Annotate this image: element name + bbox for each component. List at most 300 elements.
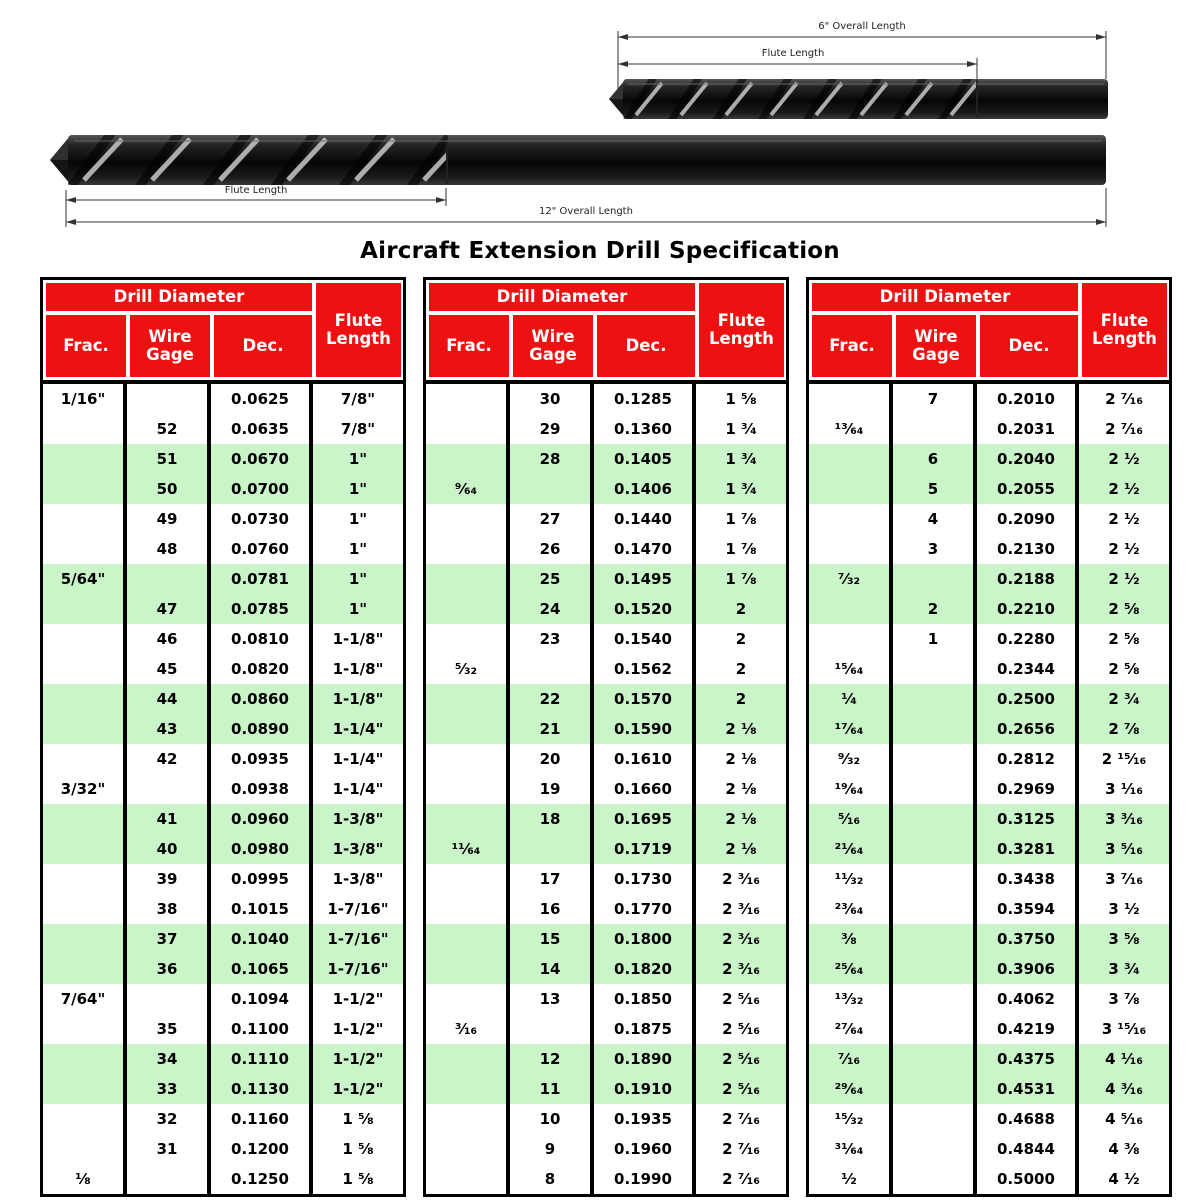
wire-gage-cell <box>127 384 207 414</box>
wire-gage-cell: 43 <box>127 714 207 744</box>
wire-gage-cell: 49 <box>127 504 207 534</box>
flute-length-cell: 1-3/8" <box>313 834 403 864</box>
flute-length-cell: 1-1/8" <box>313 624 403 654</box>
flute-length-cell: 2 ⁷⁄₁₆ <box>696 1104 786 1134</box>
dec-cell: 0.1719 <box>594 834 692 864</box>
flute-length-cell: 1 ⁵⁄₈ <box>313 1134 403 1164</box>
dec-cell: 0.0890 <box>211 714 309 744</box>
flute-length-cell: 2 ¹⁄₂ <box>1079 564 1169 594</box>
frac-cell: ⁹⁄₃₂ <box>809 744 889 774</box>
drill-diameter-header: Drill Diameter <box>429 283 695 311</box>
frac-cell: ⁷⁄₁₆ <box>809 1044 889 1074</box>
flute-length-cell: 1" <box>313 534 403 564</box>
wire-gage-cell: 13 <box>510 984 590 1014</box>
dec-cell: 0.1065 <box>211 954 309 984</box>
drill-bit-12in <box>50 132 1106 188</box>
wire-gage-cell: 48 <box>127 534 207 564</box>
wire-gage-header: Wire Gage <box>513 315 593 377</box>
dec-header: Dec. <box>214 315 312 377</box>
flute-length-cell: 1" <box>313 474 403 504</box>
frac-cell: ¹⁄₂ <box>809 1164 889 1194</box>
flute-length-cell: 1-7/16" <box>313 954 403 984</box>
frac-cell: ¹⁄₈ <box>43 1164 123 1194</box>
flute-length-cell: 2 ¹⁄₈ <box>696 744 786 774</box>
dec-cell: 0.0700 <box>211 474 309 504</box>
frac-header: Frac. <box>812 315 892 377</box>
wire-gage-cell: 29 <box>510 414 590 444</box>
frac-cell: ¹¹⁄₆₄ <box>426 834 506 864</box>
wire-gage-cell: 22 <box>510 684 590 714</box>
dec-cell: 0.1770 <box>594 894 692 924</box>
dec-cell: 0.0960 <box>211 804 309 834</box>
frac-cell <box>426 414 506 444</box>
flute-length-cell: 4 ⁵⁄₁₆ <box>1079 1104 1169 1134</box>
flute-length-cell: 3 ³⁄₄ <box>1079 954 1169 984</box>
frac-cell <box>426 504 506 534</box>
flute-length-cell: 1-1/2" <box>313 1074 403 1104</box>
dec-cell: 0.0730 <box>211 504 309 534</box>
flute-length-cell: 1" <box>313 444 403 474</box>
dec-cell: 0.3125 <box>977 804 1075 834</box>
dec-cell: 0.1405 <box>594 444 692 474</box>
flute-length-cell: 3 ¹⁵⁄₁₆ <box>1079 1014 1169 1044</box>
wire-gage-cell <box>510 834 590 864</box>
flute-length-cell: 2 <box>696 654 786 684</box>
dec-cell: 0.2344 <box>977 654 1075 684</box>
dec-cell: 0.1250 <box>211 1164 309 1194</box>
drill-bit-6in <box>609 77 1108 121</box>
dec-cell: 0.0785 <box>211 594 309 624</box>
wire-gage-header: Wire Gage <box>896 315 976 377</box>
frac-cell: ¹⁵⁄₃₂ <box>809 1104 889 1134</box>
dec-cell: 0.1360 <box>594 414 692 444</box>
flute-length-cell: 3 ⁵⁄₈ <box>1079 924 1169 954</box>
frac-cell <box>426 1104 506 1134</box>
dec-cell: 0.1820 <box>594 954 692 984</box>
dec-cell: 0.1910 <box>594 1074 692 1104</box>
frac-cell <box>43 894 123 924</box>
flute-length-cell: 2 ¹⁄₈ <box>696 834 786 864</box>
wire-gage-cell: 47 <box>127 594 207 624</box>
wire-gage-cell <box>127 564 207 594</box>
flute-length-cell: 2 ⁵⁄₁₆ <box>696 1044 786 1074</box>
dec-cell: 0.1610 <box>594 744 692 774</box>
wire-gage-cell: 36 <box>127 954 207 984</box>
dec-cell: 0.0995 <box>211 864 309 894</box>
frac-cell: ⁹⁄₆₄ <box>426 474 506 504</box>
wire-gage-cell <box>893 1134 973 1164</box>
wire-gage-cell: 18 <box>510 804 590 834</box>
frac-cell <box>43 924 123 954</box>
dec-cell: 0.0820 <box>211 654 309 684</box>
flute-length-header: Flute Length <box>699 283 784 377</box>
wire-gage-cell <box>893 414 973 444</box>
dec-cell: 0.2090 <box>977 504 1075 534</box>
frac-cell: ³⁄₁₆ <box>426 1014 506 1044</box>
flute-length-cell: 2 ⁵⁄₈ <box>1079 594 1169 624</box>
frac-cell <box>426 894 506 924</box>
wire-gage-cell: 39 <box>127 864 207 894</box>
flute-length-cell: 1 ⁵⁄₈ <box>313 1164 403 1194</box>
dec-cell: 0.2188 <box>977 564 1075 594</box>
dec-cell: 0.2500 <box>977 684 1075 714</box>
dec-cell: 0.0810 <box>211 624 309 654</box>
wire-gage-cell: 25 <box>510 564 590 594</box>
frac-cell <box>43 1014 123 1044</box>
flute-length-cell: 4 ¹⁄₁₆ <box>1079 1044 1169 1074</box>
dec-cell: 0.5000 <box>977 1164 1075 1194</box>
flute-length-cell: 7/8" <box>313 414 403 444</box>
flute-length-6in-label: Flute Length <box>761 48 825 59</box>
dec-cell: 0.0670 <box>211 444 309 474</box>
wire-gage-cell <box>510 654 590 684</box>
dec-cell: 0.1660 <box>594 774 692 804</box>
flute-length-cell: 1" <box>313 504 403 534</box>
wire-gage-cell: 21 <box>510 714 590 744</box>
frac-cell <box>809 624 889 654</box>
flute-length-cell: 2 ³⁄₁₆ <box>696 864 786 894</box>
flute-length-cell: 1 ⁵⁄₈ <box>696 384 786 414</box>
dec-cell: 0.1800 <box>594 924 692 954</box>
dec-cell: 0.4531 <box>977 1074 1075 1104</box>
wire-gage-cell: 26 <box>510 534 590 564</box>
flute-length-cell: 1 ³⁄₄ <box>696 414 786 444</box>
flute-length-cell: 2 ³⁄₁₆ <box>696 894 786 924</box>
dec-cell: 0.1440 <box>594 504 692 534</box>
frac-cell <box>426 1044 506 1074</box>
dec-cell: 0.3906 <box>977 954 1075 984</box>
dec-cell: 0.1200 <box>211 1134 309 1164</box>
dec-cell: 0.1590 <box>594 714 692 744</box>
frac-cell: ⁵⁄₃₂ <box>426 654 506 684</box>
dec-cell: 0.1730 <box>594 864 692 894</box>
wire-gage-cell: 33 <box>127 1074 207 1104</box>
frac-cell <box>43 1134 123 1164</box>
dec-cell: 0.1495 <box>594 564 692 594</box>
frac-cell <box>43 1104 123 1134</box>
dec-cell: 0.1160 <box>211 1104 309 1134</box>
frac-cell: ¹⁷⁄₆₄ <box>809 714 889 744</box>
flute-length-cell: 1-1/8" <box>313 654 403 684</box>
wire-gage-cell: 2 <box>893 594 973 624</box>
dec-cell: 0.2130 <box>977 534 1075 564</box>
frac-cell <box>43 504 123 534</box>
flute-length-cell: 7/8" <box>313 384 403 414</box>
wire-gage-cell: 44 <box>127 684 207 714</box>
table-header <box>43 280 403 380</box>
wire-gage-cell: 8 <box>510 1164 590 1194</box>
frac-cell <box>426 1074 506 1104</box>
flute-length-cell: 2 ⁷⁄₈ <box>1079 714 1169 744</box>
spec-table-3 <box>806 277 1172 1197</box>
dec-cell: 0.2656 <box>977 714 1075 744</box>
frac-cell <box>426 384 506 414</box>
wire-gage-cell <box>510 1014 590 1044</box>
flute-length-cell: 4 ¹⁄₂ <box>1079 1164 1169 1194</box>
flute-length-cell: 2 <box>696 594 786 624</box>
spec-table-1 <box>40 277 406 1197</box>
dec-cell: 0.1850 <box>594 984 692 1014</box>
wire-gage-cell: 6 <box>893 444 973 474</box>
wire-gage-cell <box>893 1104 973 1134</box>
frac-cell <box>809 384 889 414</box>
frac-cell <box>426 744 506 774</box>
overall-length-6in-label: 6" Overall Length <box>818 21 906 32</box>
dec-cell: 0.0938 <box>211 774 309 804</box>
frac-cell <box>43 804 123 834</box>
frac-cell <box>43 744 123 774</box>
dec-cell: 0.1960 <box>594 1134 692 1164</box>
frac-cell: ²⁷⁄₆₄ <box>809 1014 889 1044</box>
dec-cell: 0.1130 <box>211 1074 309 1104</box>
frac-header: Frac. <box>429 315 509 377</box>
wire-gage-cell: 46 <box>127 624 207 654</box>
wire-gage-cell <box>893 864 973 894</box>
wire-gage-cell <box>893 654 973 684</box>
flute-length-cell: 2 ⁷⁄₁₆ <box>696 1164 786 1194</box>
frac-cell <box>426 984 506 1014</box>
dec-cell: 0.3281 <box>977 834 1075 864</box>
flute-length-cell: 1 ⁷⁄₈ <box>696 504 786 534</box>
flute-length-cell: 1 ³⁄₄ <box>696 444 786 474</box>
table-header <box>809 280 1169 380</box>
wire-gage-cell: 34 <box>127 1044 207 1074</box>
dec-cell: 0.0635 <box>211 414 309 444</box>
frac-cell: ²³⁄₆₄ <box>809 894 889 924</box>
flute-length-cell: 2 ¹⁄₂ <box>1079 474 1169 504</box>
flute-length-cell: 2 ¹⁄₈ <box>696 714 786 744</box>
frac-cell: ³¹⁄₆₄ <box>809 1134 889 1164</box>
frac-cell <box>43 474 123 504</box>
frac-cell <box>426 864 506 894</box>
wire-gage-cell <box>893 774 973 804</box>
flute-length-cell: 1" <box>313 564 403 594</box>
flute-length-cell: 4 ³⁄₈ <box>1079 1134 1169 1164</box>
wire-gage-cell: 40 <box>127 834 207 864</box>
wire-gage-cell <box>893 714 973 744</box>
dec-cell: 0.1285 <box>594 384 692 414</box>
flute-length-cell: 1 ⁵⁄₈ <box>313 1104 403 1134</box>
drill-diagram <box>0 0 1200 272</box>
flute-length-cell: 2 <box>696 684 786 714</box>
flute-length-header: Flute Length <box>316 283 401 377</box>
frac-cell <box>426 684 506 714</box>
frac-cell <box>43 1044 123 1074</box>
dec-cell: 0.0781 <box>211 564 309 594</box>
frac-cell <box>426 1164 506 1194</box>
dec-cell: 0.2969 <box>977 774 1075 804</box>
table-body <box>809 380 1169 1194</box>
flute-length-12in-label: Flute Length <box>224 185 288 196</box>
flute-length-cell: 1-1/2" <box>313 984 403 1014</box>
wire-gage-cell: 52 <box>127 414 207 444</box>
frac-cell <box>43 534 123 564</box>
frac-cell: ²⁹⁄₆₄ <box>809 1074 889 1104</box>
dec-cell: 0.1875 <box>594 1014 692 1044</box>
wire-gage-cell <box>893 564 973 594</box>
table-header <box>426 280 786 380</box>
wire-gage-cell: 3 <box>893 534 973 564</box>
frac-cell <box>43 954 123 984</box>
dec-cell: 0.3750 <box>977 924 1075 954</box>
frac-cell <box>43 864 123 894</box>
flute-length-cell: 2 ¹⁄₂ <box>1079 534 1169 564</box>
frac-cell <box>43 1074 123 1104</box>
flute-length-cell: 2 ³⁄₁₆ <box>696 924 786 954</box>
flute-length-cell: 2 ⁵⁄₁₆ <box>696 1014 786 1044</box>
frac-cell <box>43 834 123 864</box>
flute-length-cell: 3 ¹⁄₂ <box>1079 894 1169 924</box>
dec-cell: 0.3594 <box>977 894 1075 924</box>
wire-gage-cell: 35 <box>127 1014 207 1044</box>
flute-length-cell: 2 ⁷⁄₁₆ <box>1079 384 1169 414</box>
table-body <box>43 380 403 1194</box>
frac-cell: 7/64" <box>43 984 123 1014</box>
frac-cell: ¹³⁄₆₄ <box>809 414 889 444</box>
flute-length-cell: 1-3/8" <box>313 804 403 834</box>
dec-cell: 0.1015 <box>211 894 309 924</box>
dec-cell: 0.1540 <box>594 624 692 654</box>
dec-cell: 0.4219 <box>977 1014 1075 1044</box>
wire-gage-cell <box>893 744 973 774</box>
table-body <box>426 380 786 1194</box>
flute-length-cell: 2 ⁵⁄₈ <box>1079 624 1169 654</box>
wire-gage-cell: 7 <box>893 384 973 414</box>
flute-length-cell: 3 ⁷⁄₁₆ <box>1079 864 1169 894</box>
frac-cell: ⁵⁄₁₆ <box>809 804 889 834</box>
flute-length-cell: 2 ³⁄₄ <box>1079 684 1169 714</box>
dec-cell: 0.0980 <box>211 834 309 864</box>
frac-cell: 3/32" <box>43 774 123 804</box>
dec-cell: 0.2055 <box>977 474 1075 504</box>
dec-cell: 0.2031 <box>977 414 1075 444</box>
dec-cell: 0.0760 <box>211 534 309 564</box>
frac-cell <box>43 414 123 444</box>
wire-gage-cell <box>127 1164 207 1194</box>
wire-gage-cell: 23 <box>510 624 590 654</box>
frac-cell: ¹⁹⁄₆₄ <box>809 774 889 804</box>
dec-cell: 0.2280 <box>977 624 1075 654</box>
frac-cell <box>809 534 889 564</box>
frac-cell <box>43 654 123 684</box>
wire-gage-cell: 32 <box>127 1104 207 1134</box>
wire-gage-cell: 42 <box>127 744 207 774</box>
wire-gage-cell <box>127 774 207 804</box>
wire-gage-cell: 9 <box>510 1134 590 1164</box>
flute-length-cell: 1-7/16" <box>313 894 403 924</box>
flute-length-cell: 1-1/2" <box>313 1044 403 1074</box>
flute-length-cell: 1 ⁷⁄₈ <box>696 564 786 594</box>
overall-length-12in-label: 12" Overall Length <box>539 206 633 217</box>
wire-gage-cell: 24 <box>510 594 590 624</box>
frac-cell: ¹¹⁄₃₂ <box>809 864 889 894</box>
frac-cell: ⁷⁄₃₂ <box>809 564 889 594</box>
wire-gage-cell <box>893 1014 973 1044</box>
frac-cell <box>43 684 123 714</box>
frac-cell <box>809 594 889 624</box>
flute-length-header: Flute Length <box>1082 283 1167 377</box>
dec-cell: 0.1406 <box>594 474 692 504</box>
wire-gage-cell: 20 <box>510 744 590 774</box>
page-title: Aircraft Extension Drill Specification <box>360 238 840 264</box>
wire-gage-cell: 17 <box>510 864 590 894</box>
dec-header: Dec. <box>980 315 1078 377</box>
dec-cell: 0.1562 <box>594 654 692 684</box>
flute-length-cell: 4 ³⁄₁₆ <box>1079 1074 1169 1104</box>
flute-length-cell: 1-1/4" <box>313 714 403 744</box>
flute-length-cell: 2 ¹⁄₈ <box>696 774 786 804</box>
wire-gage-cell: 19 <box>510 774 590 804</box>
wire-gage-cell <box>510 474 590 504</box>
dec-cell: 0.4062 <box>977 984 1075 1014</box>
dec-cell: 0.2210 <box>977 594 1075 624</box>
dec-cell: 0.0935 <box>211 744 309 774</box>
frac-cell <box>426 624 506 654</box>
flute-length-cell: 2 ⁷⁄₁₆ <box>1079 414 1169 444</box>
drill-diameter-header: Drill Diameter <box>812 283 1078 311</box>
frac-cell <box>426 954 506 984</box>
flute-length-cell: 2 ³⁄₁₆ <box>696 954 786 984</box>
flute-length-cell: 2 <box>696 624 786 654</box>
wire-gage-cell: 10 <box>510 1104 590 1134</box>
frac-cell: ²¹⁄₆₄ <box>809 834 889 864</box>
dec-cell: 0.1040 <box>211 924 309 954</box>
dec-cell: 0.2040 <box>977 444 1075 474</box>
wire-gage-cell <box>893 924 973 954</box>
flute-length-cell: 1-7/16" <box>313 924 403 954</box>
frac-cell <box>43 624 123 654</box>
wire-gage-cell: 38 <box>127 894 207 924</box>
frac-cell <box>426 774 506 804</box>
dec-header: Dec. <box>597 315 695 377</box>
frac-cell: 5/64" <box>43 564 123 594</box>
wire-gage-cell: 1 <box>893 624 973 654</box>
flute-length-cell: 2 ⁵⁄₁₆ <box>696 984 786 1014</box>
flute-length-cell: 1 ⁷⁄₈ <box>696 534 786 564</box>
frac-cell <box>426 594 506 624</box>
dec-cell: 0.2812 <box>977 744 1075 774</box>
wire-gage-cell <box>893 1044 973 1074</box>
flute-length-cell: 2 ¹⁄₂ <box>1079 444 1169 474</box>
flute-length-cell: 1-3/8" <box>313 864 403 894</box>
flute-length-cell: 2 ⁵⁄₁₆ <box>696 1074 786 1104</box>
wire-gage-cell: 11 <box>510 1074 590 1104</box>
flute-length-cell: 1" <box>313 594 403 624</box>
wire-gage-cell: 51 <box>127 444 207 474</box>
wire-gage-cell: 31 <box>127 1134 207 1164</box>
wire-gage-cell: 41 <box>127 804 207 834</box>
flute-length-cell: 1-1/2" <box>313 1014 403 1044</box>
dec-cell: 0.1570 <box>594 684 692 714</box>
dec-cell: 0.1094 <box>211 984 309 1014</box>
frac-cell: ¹⁵⁄₆₄ <box>809 654 889 684</box>
flute-length-cell: 2 ¹⁵⁄₁₆ <box>1079 744 1169 774</box>
frac-cell: ¹⁄₄ <box>809 684 889 714</box>
frac-cell <box>43 714 123 744</box>
spec-tables-container <box>0 277 1200 1200</box>
frac-cell: 1/16" <box>43 384 123 414</box>
dec-cell: 0.1470 <box>594 534 692 564</box>
wire-gage-cell: 15 <box>510 924 590 954</box>
wire-gage-cell: 5 <box>893 474 973 504</box>
dec-cell: 0.1695 <box>594 804 692 834</box>
dec-cell: 0.1110 <box>211 1044 309 1074</box>
frac-header: Frac. <box>46 315 126 377</box>
wire-gage-cell: 16 <box>510 894 590 924</box>
wire-gage-cell <box>893 684 973 714</box>
frac-cell: ²⁵⁄₆₄ <box>809 954 889 984</box>
flute-length-cell: 2 ¹⁄₂ <box>1079 504 1169 534</box>
